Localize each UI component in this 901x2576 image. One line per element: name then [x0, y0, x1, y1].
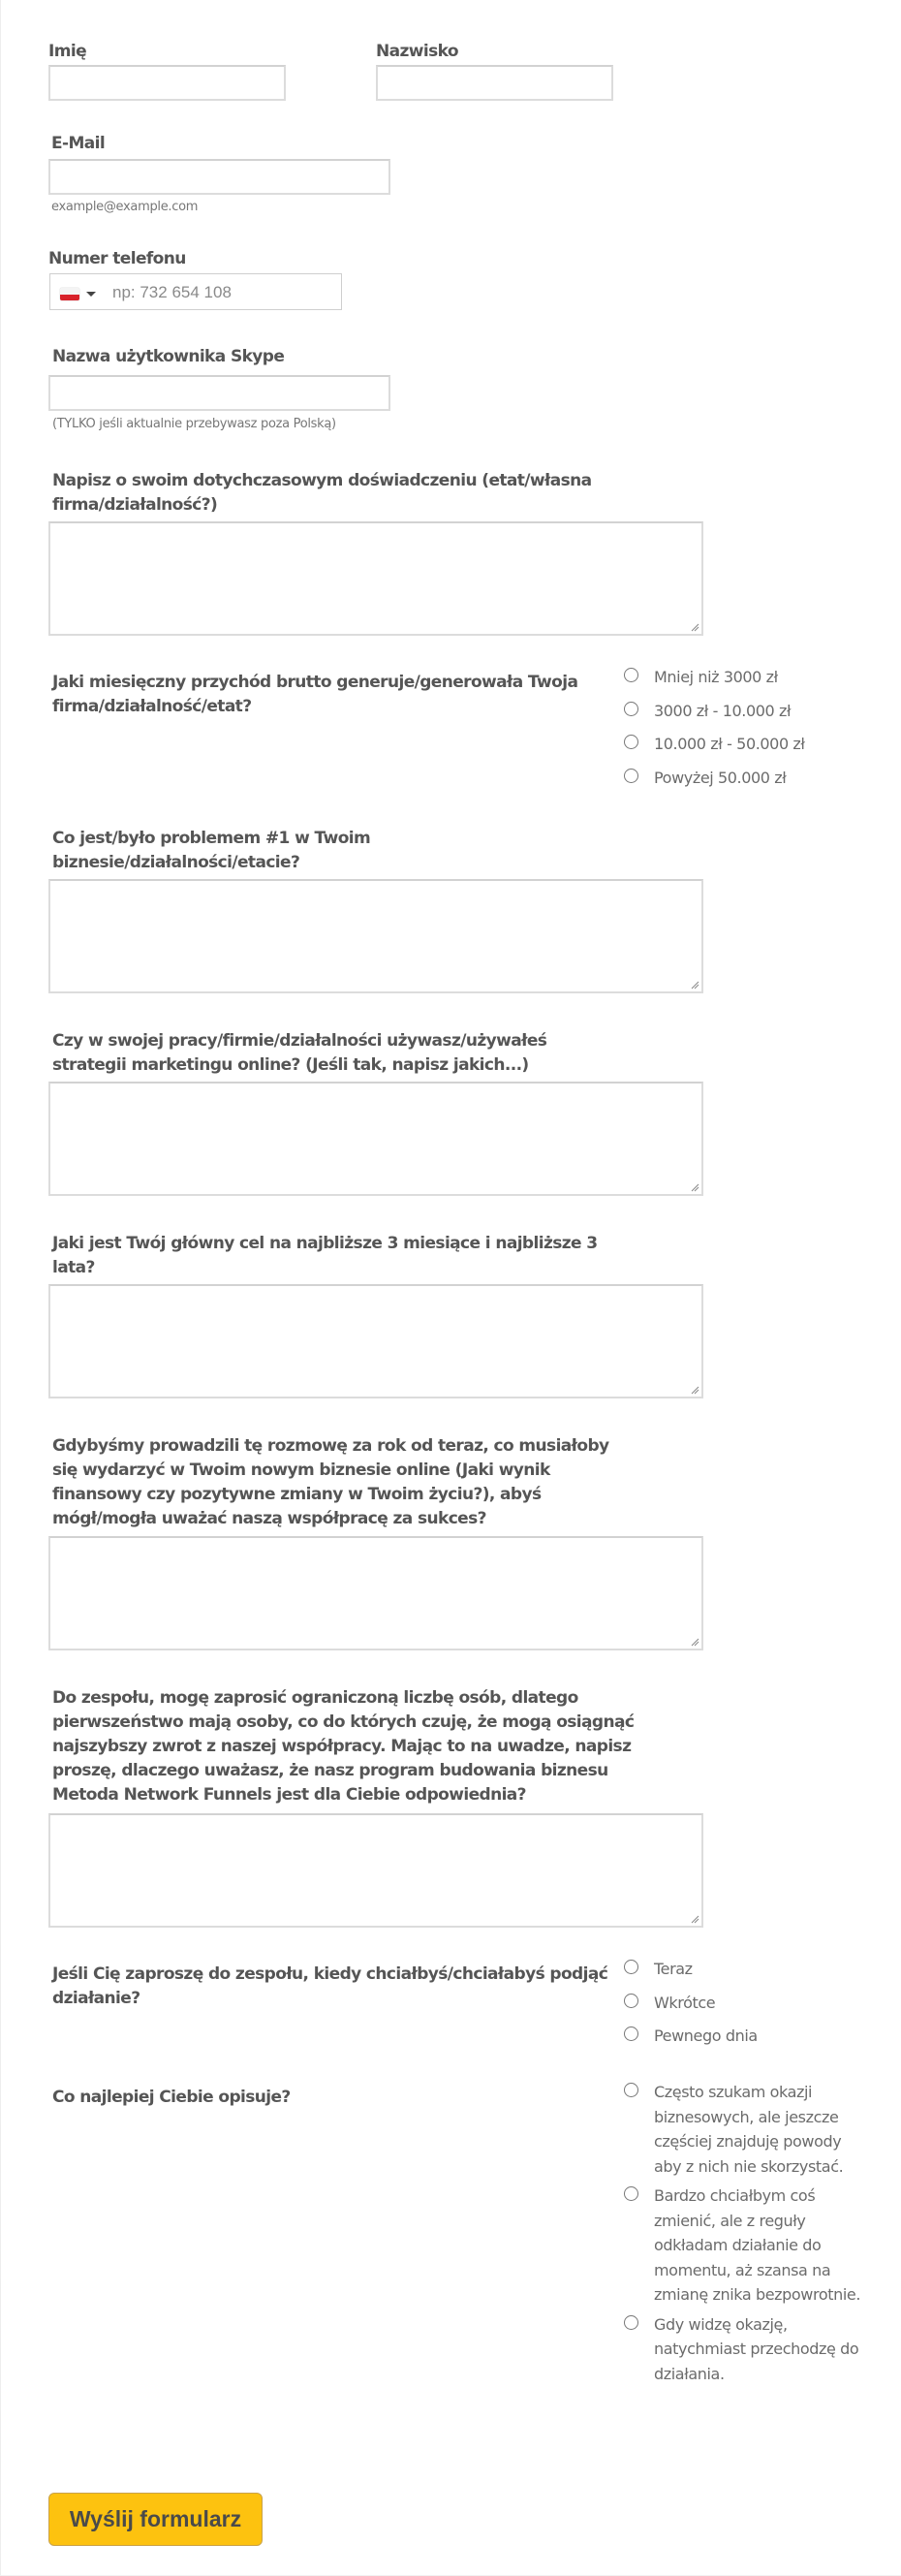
email-label: E-Mail — [51, 134, 106, 153]
skype-label: Nazwa użytkownika Skype — [52, 347, 285, 366]
revenue-option[interactable]: Powyżej 50.000 zł — [624, 766, 805, 791]
radio-button[interactable] — [624, 2083, 638, 2097]
problem-label: Co jest/było problemem #1 w Twoim biznesie/działalności/etacie? — [52, 829, 371, 872]
radio-button[interactable] — [624, 2315, 638, 2330]
revenue-option[interactable]: 10.000 zł - 50.000 zł — [624, 732, 805, 757]
resize-handle-icon[interactable] — [690, 622, 699, 632]
when-act-radio-group — [624, 1957, 758, 2058]
resize-handle-icon[interactable] — [690, 1182, 699, 1192]
revenue-radio-group — [624, 665, 805, 799]
when-act-label: Jeśli Cię zaproszę do zespołu, kiedy chciałbyś/chciałabyś podjąć działanie? — [52, 1964, 608, 2008]
when-act-option[interactable]: Wkrótce — [624, 1991, 758, 2016]
marketing-textarea[interactable] — [48, 1082, 703, 1196]
when-act-option[interactable]: Pewnego dnia — [624, 2024, 758, 2049]
phone-field[interactable] — [49, 273, 342, 310]
resize-handle-icon[interactable] — [690, 1637, 699, 1647]
resize-handle-icon[interactable] — [690, 1914, 699, 1924]
describes-option[interactable]: Gdy widzę okazję, natychmiast przechodzę do działania. — [624, 2312, 867, 2387]
success-label: Gdybyśmy prowadzili tę rozmowę za rok od teraz, co musiałoby się wydarzyć w Twoim nowym biznesie online (Jaki wynik finansowy czy pozytywne zmiany w Twoim życiu?), abyś mógł/mogła uważać naszą współpracę za sukces? — [52, 1436, 609, 1528]
describes-option[interactable]: Bardzo chciałbym coś zmienić, ale z reguły odkładam działanie do momentu, aż szansa na zmianę znika bezpowrotnie. — [624, 2183, 867, 2308]
poland-flag-icon[interactable] — [60, 288, 79, 300]
radio-button[interactable] — [624, 1960, 638, 1974]
describes-label: Co najlepiej Ciebie opisuje? — [52, 2088, 291, 2107]
resize-handle-icon[interactable] — [690, 1385, 699, 1395]
radio-button[interactable] — [624, 1994, 638, 2008]
first-name-input[interactable] — [48, 65, 286, 101]
revenue-option[interactable]: Mniej niż 3000 zł — [624, 665, 805, 690]
skype-hint: (TYLKO jeśli aktualnie przebywasz poza Polską) — [52, 417, 336, 431]
describes-radio-group — [624, 2080, 867, 2395]
experience-textarea[interactable] — [48, 521, 703, 636]
last-name-label: Nazwisko — [376, 42, 458, 61]
phone-input-placeholder[interactable]: np: 732 654 108 — [112, 283, 232, 301]
chevron-down-icon[interactable] — [86, 292, 96, 297]
email-input[interactable] — [48, 159, 390, 195]
success-textarea[interactable] — [48, 1536, 703, 1650]
goal-label: Jaki jest Twój główny cel na najbliższe 3 miesiące i najbliższe 3 lata? — [52, 1234, 598, 1277]
first-name-label: Imię — [48, 42, 86, 61]
radio-button[interactable] — [624, 668, 638, 682]
problem-textarea[interactable] — [48, 879, 703, 993]
marketing-label: Czy w swojej pracy/firmie/działalności używasz/używałeś strategii marketingu online? (Jeśli tak, napisz jakich...) — [52, 1031, 547, 1075]
email-hint: example@example.com — [51, 200, 199, 214]
radio-button[interactable] — [624, 769, 638, 783]
why-fit-label: Do zespołu, mogę zaprosić ograniczoną liczbę osób, dlatego pierwszeństwo mają osoby, co do których czuję, że mogą osiągnąć najszybszy zwrot z naszej współpracy. Mając to na uwadze, napisz proszę, dlaczego uważasz, że nasz program budowania biznesu Metoda Network Funnels jest dla Ciebie odpowiednia? — [52, 1688, 635, 1805]
skype-input[interactable] — [48, 375, 390, 411]
why-fit-textarea[interactable] — [48, 1813, 703, 1928]
revenue-option[interactable]: 3000 zł - 10.000 zł — [624, 699, 805, 724]
radio-button[interactable] — [624, 735, 638, 749]
describes-option[interactable]: Często szukam okazji biznesowych, ale jeszcze częściej znajduję powody aby z nich nie skorzystać. — [624, 2080, 867, 2179]
phone-label: Numer telefonu — [48, 249, 186, 268]
when-act-option[interactable]: Teraz — [624, 1957, 758, 1982]
radio-button[interactable] — [624, 702, 638, 716]
submit-button[interactable]: Wyślij formularz — [48, 2493, 263, 2546]
last-name-input[interactable] — [376, 65, 613, 101]
experience-label: Napisz o swoim dotychczasowym doświadczeniu (etat/własna firma/działalność?) — [52, 471, 592, 515]
revenue-label: Jaki miesięczny przychód brutto generuje/generowała Twoja firma/działalność/etat? — [52, 673, 578, 716]
radio-button[interactable] — [624, 2186, 638, 2201]
radio-button[interactable] — [624, 2026, 638, 2041]
resize-handle-icon[interactable] — [690, 980, 699, 990]
goal-textarea[interactable] — [48, 1284, 703, 1398]
